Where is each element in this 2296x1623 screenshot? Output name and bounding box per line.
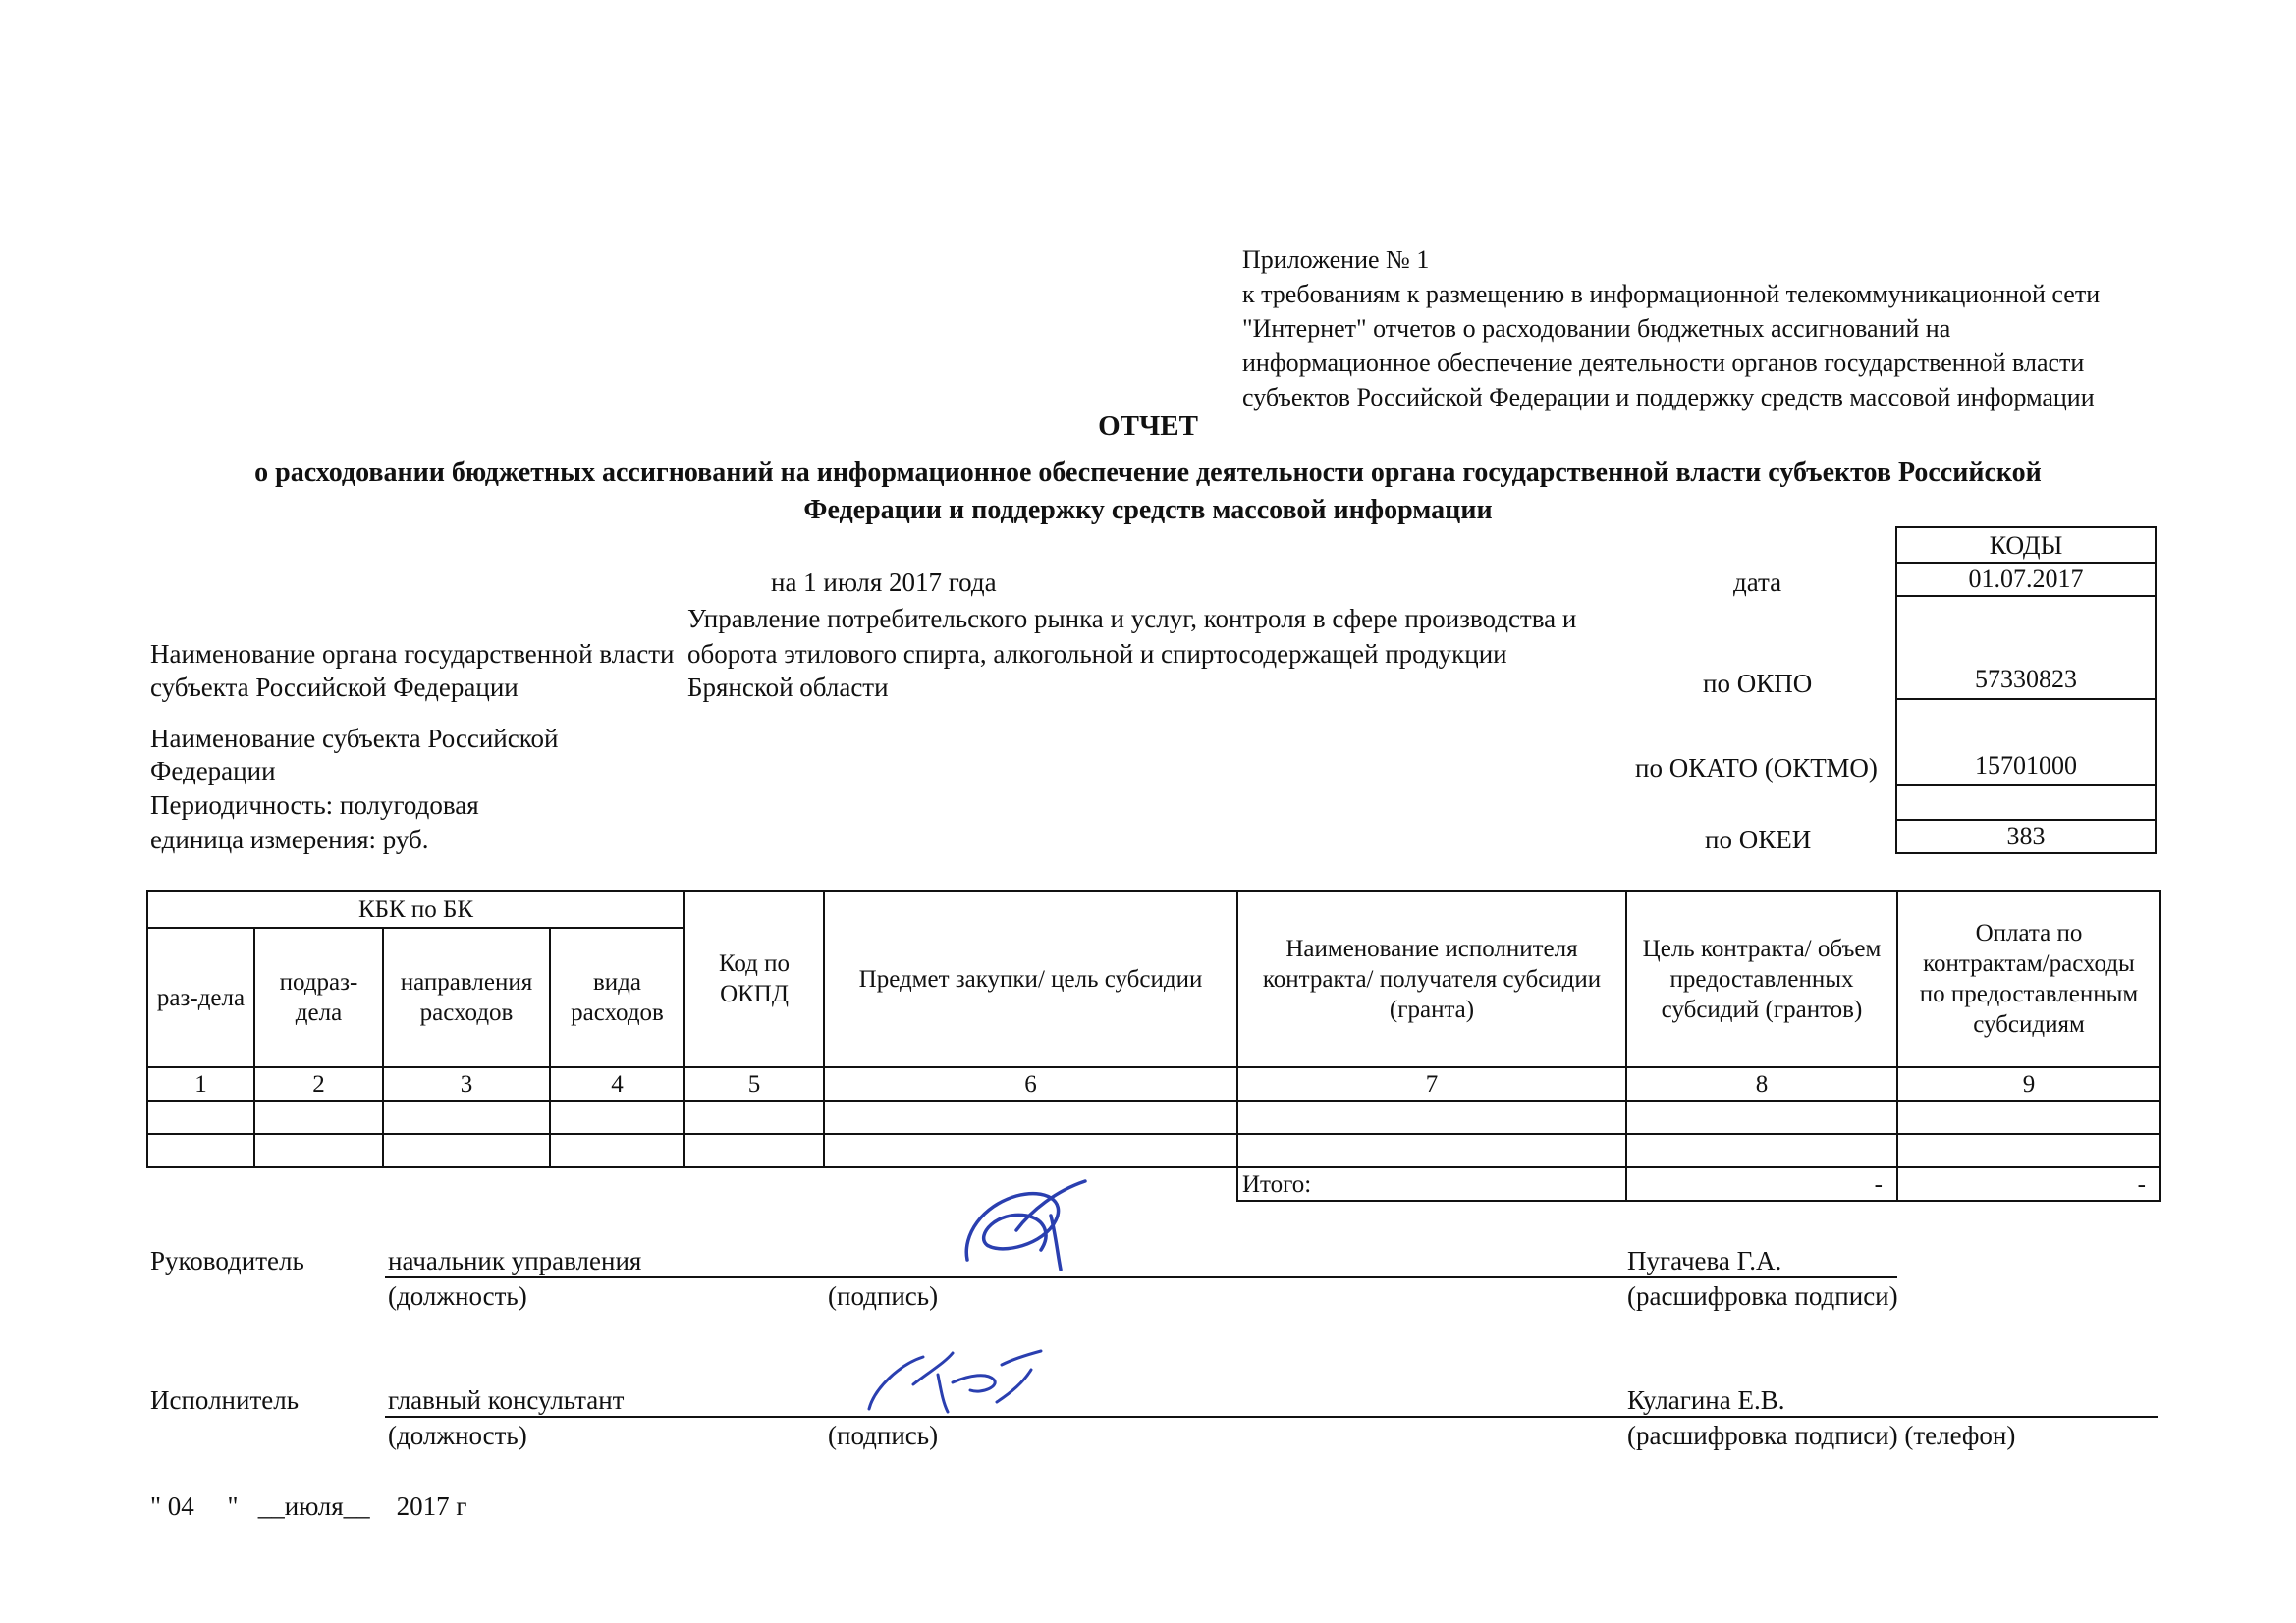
col-payment-line-2: контрактам/расходы: [1923, 950, 2135, 977]
column-number: 1: [147, 1067, 254, 1101]
head-position-caption: (должность): [388, 1281, 527, 1311]
codes-header: КОДЫ: [1895, 526, 2157, 564]
report-title: ОТЧЕТ: [1098, 410, 1198, 442]
col-purpose-header: [1626, 891, 1897, 1067]
org-label-line-2: субъекта Российской Федерации: [150, 673, 519, 702]
col-subject-header: Предмет закупки/ цель субсидии: [824, 891, 1237, 1067]
report-date: на 1 июля 2017 года: [771, 568, 997, 597]
kbk-header: КБК по БК: [147, 891, 684, 928]
org-label-line-1: Наименование органа государственной власти: [150, 639, 675, 669]
col-type-header: [550, 928, 684, 1067]
column-number: 2: [254, 1067, 383, 1101]
col-subsection-line-2: дела: [295, 1000, 343, 1026]
col-direction-header: [383, 928, 550, 1067]
executor-role: Исполнитель: [150, 1385, 300, 1415]
column-number: 3: [383, 1067, 550, 1101]
col-payment-line-3: по предоставленным: [1919, 981, 2139, 1007]
col-section-header: раз-дела: [147, 928, 254, 1067]
head-handwritten-signature: [957, 1176, 1105, 1274]
executor-name: Кулагина Е.В.: [1627, 1385, 1785, 1415]
code-date-value: 01.07.2017: [1895, 564, 2157, 597]
report-subtitle-line-1: о расходовании бюджетных ассигнований на информационное обеспечение деятельности органа государственной власти субъектов Российской: [254, 458, 2042, 488]
col-okpd-header: [684, 891, 824, 1067]
org-name-line-2: оборота этилового спирта, алкогольной и спиртосодержащей продукции: [687, 639, 1507, 669]
column-number: 7: [1237, 1067, 1626, 1101]
code-okato-value: 15701000: [1895, 700, 2157, 786]
col-type-line-1: вида: [593, 969, 641, 996]
col-okpd-line-1: Код по: [718, 950, 791, 977]
col-payment-line-1: Оплата по: [1975, 920, 2083, 947]
head-signature-caption: (подпись): [828, 1281, 939, 1311]
col-purpose-line-2: предоставленных: [1669, 965, 1854, 993]
head-position: начальник управления: [388, 1246, 642, 1275]
executor-decode-caption: (расшифровка подписи) (телефон): [1627, 1421, 2016, 1450]
annex-block: [1242, 243, 2100, 414]
total-payment-value: -: [1897, 1167, 2160, 1201]
footer-date: " 04 " __июля__ 2017 г: [150, 1491, 467, 1521]
executor-signature-line: [385, 1416, 2158, 1418]
code-okato-label: по ОКАТО (ОКТМО): [1635, 753, 1878, 783]
expenses-table: [146, 890, 2161, 1202]
subject-label-line-1: Наименование субъекта Российской: [150, 724, 559, 753]
col-type-line-2: расходов: [571, 1000, 664, 1026]
annex-line-2: к требованиям к размещению в информационной телекоммуникационной сети: [1242, 280, 2101, 308]
annex-line-5: субъектов Российской Федерации и поддержку средств массовой информации: [1242, 383, 2095, 411]
head-role: Руководитель: [150, 1246, 304, 1275]
total-row: [147, 1167, 2160, 1201]
code-date-label: дата: [1733, 568, 1782, 597]
annex-line-4: информационное обеспечение деятельности органов государственной власти: [1242, 349, 2085, 377]
head-decode-caption: (расшифровка подписи): [1627, 1281, 1898, 1311]
executor-position-caption: (должность): [388, 1421, 527, 1450]
col-executor-header: [1237, 891, 1626, 1067]
col-subsection-header: [254, 928, 383, 1067]
head-name: Пугачева Г.А.: [1627, 1246, 1782, 1275]
executor-position: главный консультант: [388, 1385, 625, 1415]
code-empty-cell: [1895, 786, 2157, 821]
code-okpo-value: 57330823: [1895, 597, 2157, 700]
col-subsection-line-1: подраз-: [279, 969, 358, 996]
periodicity: Периодичность: полугодовая: [150, 790, 479, 820]
column-number: 5: [684, 1067, 824, 1101]
col-direction-line-2: расходов: [419, 1000, 514, 1026]
total-purpose-value: -: [1626, 1167, 1897, 1201]
executor-handwritten-signature: [854, 1345, 1051, 1419]
col-payment-line-4: субсидиям: [1973, 1011, 2085, 1038]
col-executor-line-1: Наименование исполнителя: [1285, 935, 1578, 962]
column-number: 6: [824, 1067, 1237, 1101]
col-direction-line-1: направления: [400, 969, 533, 996]
column-numbers-row: [147, 1067, 2160, 1101]
column-number: 4: [550, 1067, 684, 1101]
code-okpo-label: по ОКПО: [1703, 669, 1813, 698]
report-subtitle-line-2: Федерации и поддержку средств массовой информации: [803, 495, 1493, 525]
col-okpd-line-2: ОКПД: [720, 981, 789, 1007]
org-name-line-1: Управление потребительского рынка и услуг, контроля в сфере производства и: [687, 604, 1577, 633]
head-signature-line: [385, 1276, 1897, 1278]
col-purpose-line-1: Цель контракта/ объем: [1642, 935, 1882, 962]
col-payment-header: [1897, 891, 2160, 1067]
annex-line-1: Приложение № 1: [1242, 245, 1430, 274]
col-purpose-line-3: субсидий (грантов): [1661, 996, 1863, 1023]
column-number: 9: [1897, 1067, 2160, 1101]
subject-label-line-2: Федерации: [150, 756, 276, 785]
unit-of-measure: единица измерения: руб.: [150, 825, 429, 854]
annex-line-3: "Интернет" отчетов о расходовании бюджетных ассигнований на: [1242, 314, 1951, 343]
code-okei-value: 383: [1895, 821, 2157, 854]
org-name-line-3: Брянской области: [687, 673, 889, 702]
col-executor-line-3: (гранта): [1389, 996, 1475, 1023]
table-row: [147, 1101, 2160, 1134]
executor-signature-caption: (подпись): [828, 1421, 939, 1450]
code-okei-label: по ОКЕИ: [1705, 825, 1812, 854]
table-row: [147, 1134, 2160, 1167]
total-label: Итого:: [1237, 1167, 1626, 1201]
column-number: 8: [1626, 1067, 1897, 1101]
col-executor-line-2: контракта/ получателя субсидии: [1262, 965, 1602, 993]
